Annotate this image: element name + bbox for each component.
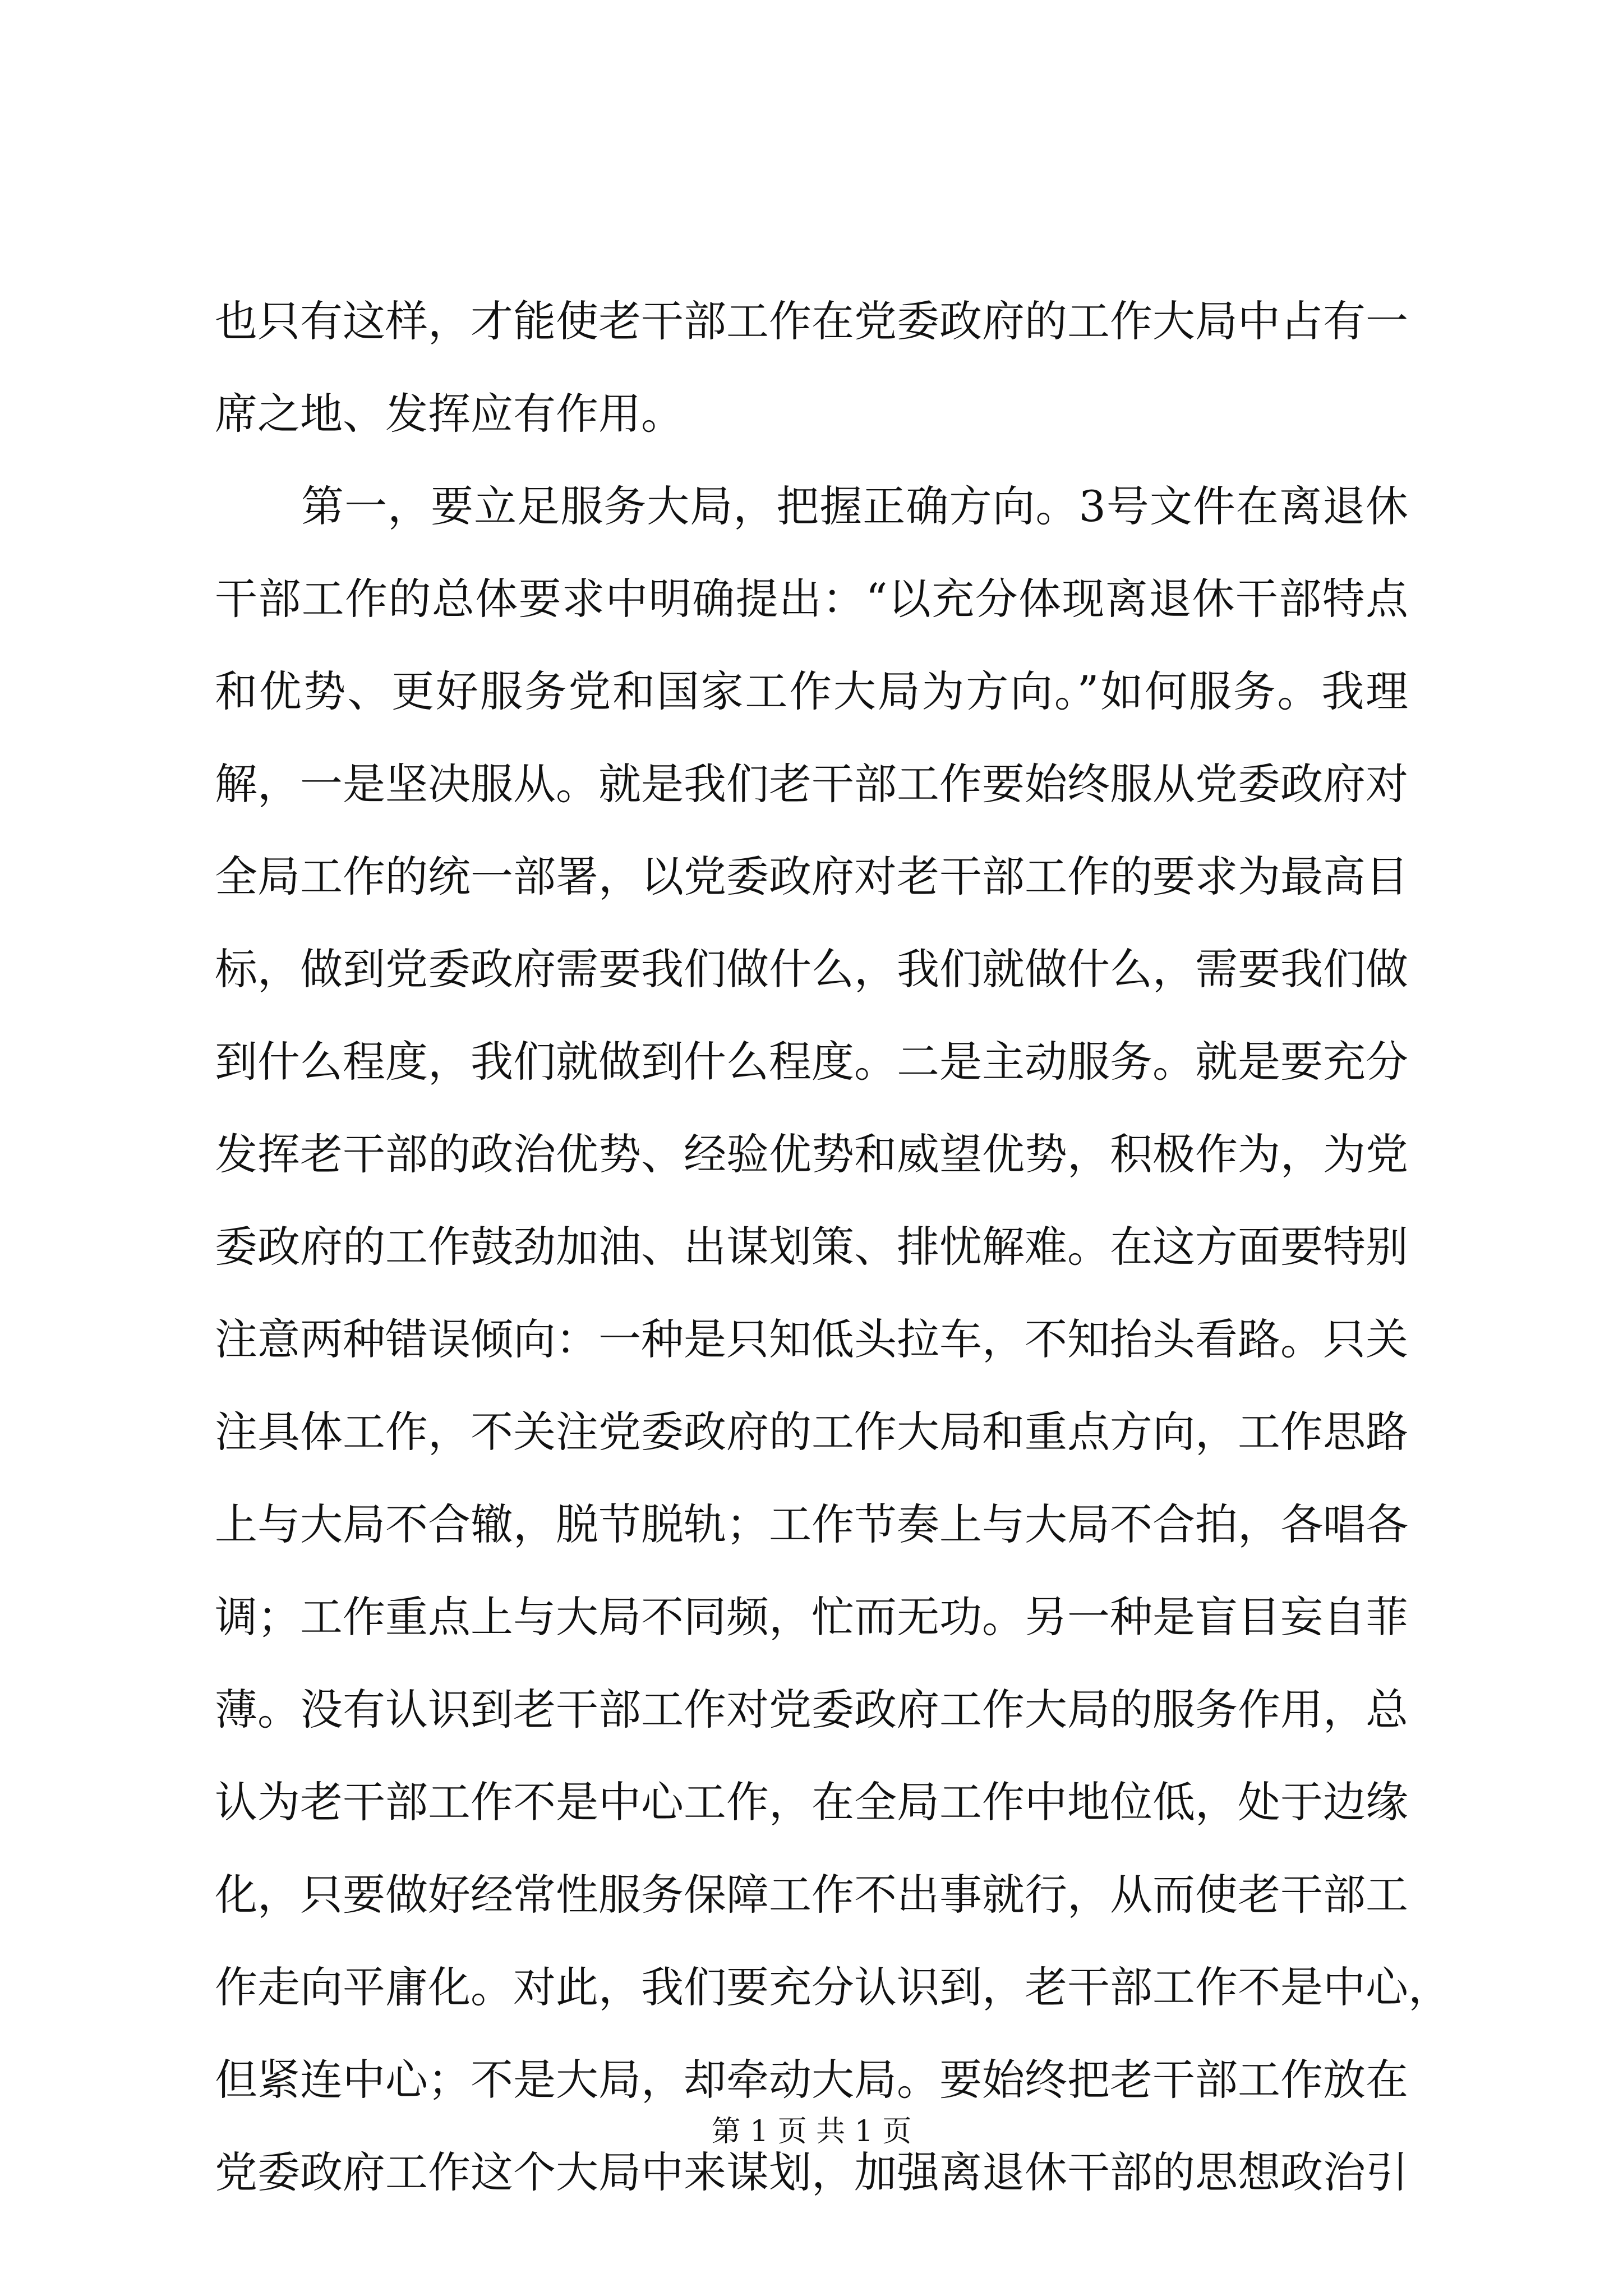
text-line: 作走向平庸化。对此，我们要充分认识到，老干部工作不是中心， [215,1962,1451,2012]
text-line: 到什么程度，我们就做到什么程度。二是主动服务。就是要充分 [215,1037,1408,1087]
text-line: 党委政府工作这个大局中来谋划，加强离退休干部的思想政治引 [215,2147,1408,2197]
text-line: 认为老干部工作不是中心工作，在全局工作中地位低，处于边缘 [215,1777,1408,1827]
text-line: 全局工作的统一部署，以党委政府对老干部工作的要求为最高目 [215,852,1408,901]
text-line: 干部工作的总体要求中明确提出：“以充分体现离退休干部特点 [215,574,1408,624]
text-line: 薄。没有认识到老干部工作对党委政府工作大局的服务作用，总 [215,1685,1408,1734]
text-line: 第一，要立足服务大局，把握正确方向。3号文件在离退休 [215,481,1408,531]
page-footer: 第 1 页 共 1 页 [711,2115,912,2148]
text-line: 标，做到党委政府需要我们做什么，我们就做什么，需要我们做 [215,944,1408,994]
text-line: 解，一是坚决服从。就是我们老干部工作要始终服从党委政府对 [215,759,1408,809]
text-line: 发挥老干部的政治优势、经验优势和威望优势，积极作为，为党 [215,1129,1408,1179]
text-line: 注具体工作，不关注党委政府的工作大局和重点方向，工作思路 [215,1407,1408,1457]
text-line: 上与大局不合辙，脱节脱轨；工作节奏上与大局不合拍，各唱各 [215,1499,1408,1549]
text-line: 席之地、发挥应有作用。 [215,389,684,439]
text-line: 委政府的工作鼓劲加油、出谋划策、排忧解难。在这方面要特别 [215,1222,1408,1272]
text-line: 化，只要做好经常性服务保障工作不出事就行，从而使老干部工 [215,1870,1408,1920]
text-line: 但紧连中心；不是大局，却牵动大局。要始终把老干部工作放在 [215,2055,1408,2105]
text-line: 调；工作重点上与大局不同频，忙而无功。另一种是盲目妄自菲 [215,1592,1408,1642]
document-body [215,275,1451,2219]
text-line: 也只有这样，才能使老干部工作在党委政府的工作大局中占有一 [215,296,1408,346]
text-line: 注意两种错误倾向：一种是只知低头拉车，不知抬头看路。只关 [215,1314,1408,1364]
text-line: 和优势、更好服务党和国家工作大局为方向。”如何服务。我理 [215,666,1408,716]
